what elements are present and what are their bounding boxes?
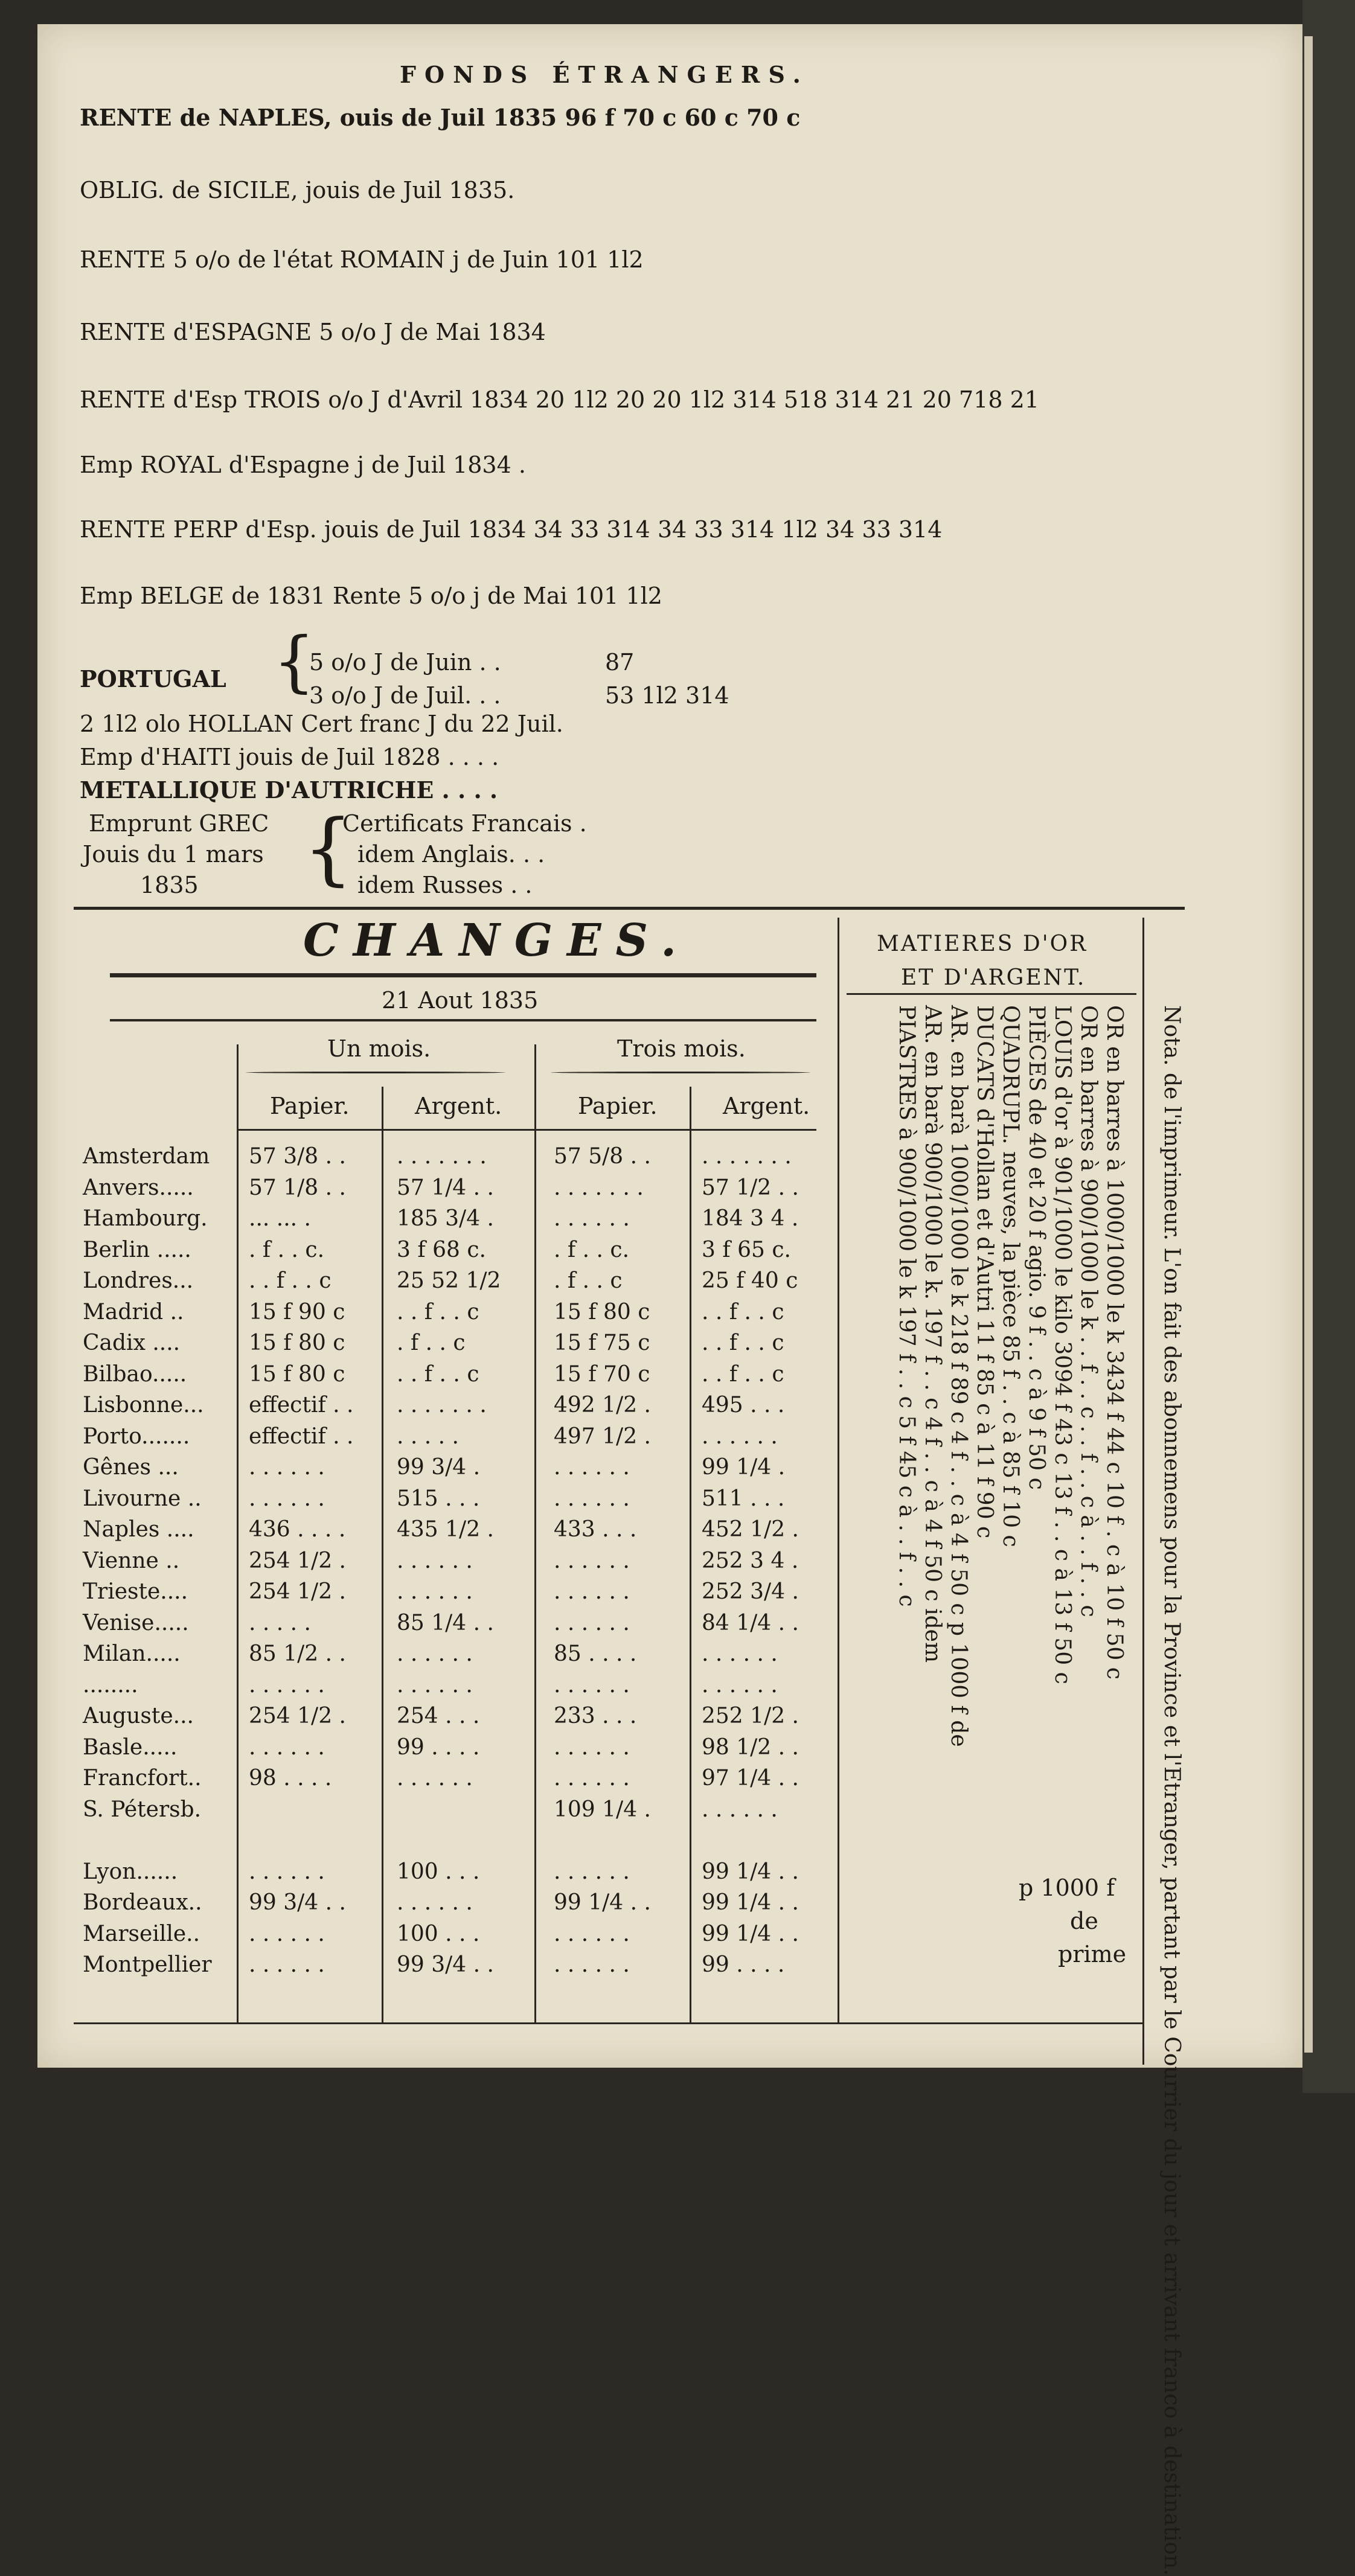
table-cell: . . . . . .: [554, 1672, 630, 1698]
table-cell: Bordeaux..: [83, 1890, 202, 1915]
table-cell: 99 1/4 . .: [702, 1921, 799, 1946]
table-cell: . . . . . .: [249, 1486, 325, 1511]
table-cell: 15 f 75 c: [554, 1331, 650, 1355]
table-cell: 15 f 70 c: [554, 1361, 650, 1387]
column-rule: [1142, 918, 1144, 2065]
table-cell: Porto.......: [83, 1424, 190, 1449]
table-cell: 492 1/2 .: [554, 1393, 651, 1417]
table-cell: . . . . .: [249, 1610, 311, 1635]
side-note: [1159, 1005, 1185, 2576]
matieres-row: OR en barres à 900/1000 le k . . f . . c . . f . . c à . . f . . c: [1076, 1005, 1101, 1617]
fonds-line: Emp ROYAL d'Espagne j de Juil 1834 .: [80, 452, 526, 478]
table-cell: 184 3 4 .: [702, 1206, 799, 1231]
table-cell: 99 . . . .: [397, 1734, 480, 1760]
table-cell: 99 1/4 . .: [554, 1890, 651, 1915]
city-column: [83, 1141, 212, 1981]
header-papier-3: Papier.: [578, 1093, 658, 1119]
table-cell: . . f . . c: [397, 1361, 479, 1387]
table-cell: . . . . . .: [554, 1610, 630, 1635]
table-cell: Madrid ..: [83, 1299, 184, 1325]
table-cell: 109 1/4 .: [554, 1797, 651, 1822]
brace-icon: {: [303, 802, 353, 894]
table-cell: Venise.....: [83, 1610, 189, 1635]
table-cell: Lyon......: [83, 1859, 178, 1884]
table-cell: . . . . . .: [554, 1734, 630, 1760]
table-cell: 98 . . . .: [249, 1766, 332, 1791]
fonds-line: Emp d'HAITI jouis de Juil 1828 . . . .: [80, 744, 499, 770]
trois-mois-argent-column: [702, 1141, 799, 1981]
table-cell: 433 . . .: [554, 1517, 637, 1542]
table-cell: . f . . c.: [554, 1237, 630, 1262]
table-cell: . . . . . .: [554, 1579, 630, 1604]
matieres-title-2: ET D'ARGENT.: [901, 965, 1086, 990]
table-cell: . . . . . .: [554, 1766, 630, 1791]
table-cell: 15 f 80 c: [554, 1299, 650, 1325]
table-cell: . . . . . .: [249, 1859, 325, 1884]
table-cell: . . f . . c: [702, 1361, 784, 1387]
table-cell: . . f . . c: [702, 1331, 784, 1355]
table-cell: Vienne ..: [83, 1548, 180, 1573]
title-rule: [110, 973, 816, 977]
table-cell: . . . . . .: [554, 1455, 630, 1480]
table-cell: Marseille..: [83, 1921, 200, 1946]
table-cell: 57 1/2 . .: [702, 1175, 799, 1200]
table-cell: 452 1/2 .: [702, 1517, 799, 1542]
table-cell: 85 1/2 . .: [249, 1641, 346, 1666]
section-title-fonds: FONDS ÉTRANGERS.: [400, 61, 809, 88]
matieres-rule: [847, 993, 1136, 995]
table-cell: . f . . c: [397, 1331, 466, 1355]
table-cell: . . f . . c: [702, 1299, 784, 1325]
table-cell: Berlin .....: [83, 1237, 191, 1262]
table-cell: Anvers.....: [83, 1175, 194, 1200]
table-cell: . . . . . .: [397, 1641, 473, 1666]
header-argent-1: Argent.: [415, 1093, 502, 1119]
prime-line2: de: [1070, 1908, 1098, 1934]
table-cell: 254 1/2 .: [249, 1548, 346, 1573]
table-cell: 99 3/4 . .: [249, 1890, 346, 1915]
table-cell: effectif . .: [249, 1393, 354, 1417]
date-rule: [110, 1019, 816, 1021]
column-rule: [382, 1087, 383, 2022]
fonds-line: OBLIG. de SICILE, jouis de Juil 1835.: [80, 177, 515, 203]
fonds-line: RENTE 5 o/o de l'état ROMAIN j de Juin 101 1l2: [80, 246, 644, 273]
table-cell: . . . . . . .: [554, 1175, 644, 1200]
table-cell: ........: [83, 1672, 138, 1698]
table-cell: [554, 1825, 651, 1856]
table-cell: 511 . . .: [702, 1486, 785, 1511]
table-cell: Amsterdam: [83, 1144, 210, 1169]
grec-r3: idem Russes . .: [357, 872, 533, 898]
portugal-line2: 3 o/o J de Juil. . .: [309, 682, 501, 709]
table-cell: 515 . . .: [397, 1486, 480, 1511]
table-cell: . . . . . .: [702, 1672, 778, 1698]
grec-l1: Emprunt GREC: [89, 810, 269, 837]
table-cell: 254 1/2 .: [249, 1579, 346, 1604]
table-cell: . . . . . .: [702, 1797, 778, 1822]
column-rule: [690, 1087, 691, 2022]
table-cell: 25 f 40 c: [702, 1268, 798, 1293]
header-papier-1: Papier.: [270, 1093, 350, 1119]
table-cell: . . . . . .: [397, 1548, 473, 1573]
table-cell: 99 3/4 . .: [397, 1952, 494, 1977]
fonds-line: METALLIQUE D'AUTRICHE . . . .: [80, 776, 498, 804]
column-rule: [237, 1044, 239, 2022]
header-brace-rule: [246, 1072, 505, 1073]
table-cell: 497 1/2 .: [554, 1424, 651, 1449]
table-cell: 185 3/4 .: [397, 1206, 494, 1231]
matieres-row: DUCATS d'Hollan et d'Autri 11 f 85 c à 11 f 90 c: [972, 1005, 997, 1539]
table-cell: . . . . . .: [397, 1672, 473, 1698]
matieres-row: AR. en barà 900/1000 le k. 197 f . . c 4 f . . c à 4 f 50 c idem: [920, 1005, 945, 1663]
table-cell: Hambourg.: [83, 1206, 208, 1231]
fonds-line: 2 1l2 olo HOLLAN Cert franc J du 22 Juil.: [80, 711, 563, 737]
table-cell: 254 1/2 .: [249, 1704, 346, 1728]
table-cell: 57 3/8 . .: [249, 1144, 346, 1169]
header-brace-rule: [551, 1072, 810, 1073]
table-cell: 233 . . .: [554, 1704, 637, 1728]
table-cell: 435 1/2 .: [397, 1517, 494, 1542]
matieres-row: OR en barres à 1000/1000 le k 3434 f 44 c 10 f . c à 10 f 50 c: [1102, 1005, 1127, 1680]
prime-line3: prime: [1058, 1941, 1127, 1967]
table-cell: 99 1/4 . .: [702, 1859, 799, 1884]
table-cell: [249, 1825, 353, 1856]
matieres-row: LOUIS d'or à 901/1000 le kilo 3094 f 43 c 13 f . . c à 13 f 50 c: [1050, 1005, 1075, 1684]
table-cell: . . . . . . .: [397, 1144, 487, 1169]
table-cell: 252 1/2 .: [702, 1704, 799, 1728]
table-cell: 99 3/4 .: [397, 1455, 481, 1480]
table-cell: . . . . . . .: [702, 1144, 792, 1169]
column-rule: [838, 918, 839, 2022]
table-cell: Naples ....: [83, 1517, 194, 1542]
header-argent-3: Argent.: [723, 1093, 810, 1119]
table-cell: Livourne ..: [83, 1486, 202, 1511]
table-cell: 100 . . .: [397, 1921, 480, 1946]
table-cell: [702, 1825, 799, 1856]
table-cell: [397, 1794, 501, 1826]
fonds-line: RENTE de NAPLES, ouis de Juil 1835 96 f 70 c 60 c 70 c: [80, 104, 801, 131]
table-cell: 100 . . .: [397, 1859, 480, 1884]
prime-line1: p 1000 f: [1019, 1874, 1115, 1901]
matieres-row: PIASTRES à 900/1000 le k 197 f . . c 5 f 45 c à . . f . . c: [894, 1005, 919, 1607]
table-cell: . . . . . .: [249, 1455, 325, 1480]
table-cell: 252 3/4 .: [702, 1579, 799, 1604]
table-cell: [397, 1825, 501, 1856]
newspaper-page: [37, 24, 1302, 2576]
fonds-line: RENTE PERP d'Esp. jouis de Juil 1834 34 33 314 34 33 314 1l2 34 33 314: [80, 516, 943, 543]
table-cell: . . . . . .: [554, 1952, 630, 1977]
bottom-rule: [74, 2022, 1142, 2024]
brace-icon: {: [273, 622, 315, 700]
table-cell: . . . . . .: [554, 1921, 630, 1946]
page-edge: [1304, 36, 1313, 2053]
table-cell: 57 5/8 . .: [554, 1144, 651, 1169]
table-cell: [249, 1794, 353, 1826]
table-cell: . . . . . .: [554, 1548, 630, 1573]
table-cell: 3 f 68 c.: [397, 1237, 486, 1262]
table-cell: 97 1/4 . .: [702, 1766, 799, 1791]
table-cell: S. Pétersb.: [83, 1797, 202, 1822]
table-cell: 57 1/4 . .: [397, 1175, 494, 1200]
table-cell: 15 f 80 c: [249, 1331, 345, 1355]
table-cell: Montpellier: [83, 1952, 212, 1977]
un-mois-papier-column: [249, 1141, 353, 1981]
column-rule: [534, 1044, 536, 2022]
portugal-line1: 5 o/o J de Juin . .: [309, 649, 501, 676]
header-trois-mois: Trois mois.: [617, 1035, 746, 1062]
table-cell: . . . . . .: [249, 1672, 325, 1698]
section-divider: [74, 907, 1185, 910]
section-title-changes: CHANGES.: [303, 915, 691, 967]
fonds-line: RENTE d'Esp TROIS o/o J d'Avril 1834 20 1l2 20 20 1l2 314 518 314 21 20 718 21: [80, 386, 1039, 413]
header-rule: [237, 1129, 816, 1131]
table-cell: . . . . . .: [249, 1921, 325, 1946]
fonds-line: RENTE d'ESPAGNE 5 o/o J de Mai 1834: [80, 319, 546, 345]
table-cell: 15 f 90 c: [249, 1299, 345, 1325]
table-cell: 98 1/2 . .: [702, 1734, 799, 1760]
table-cell: . . . . . .: [554, 1486, 630, 1511]
table-cell: 84 1/4 . .: [702, 1610, 799, 1635]
table-cell: . . . . . .: [397, 1579, 473, 1604]
table-cell: . . . . . .: [702, 1641, 778, 1666]
table-cell: 99 1/4 .: [702, 1455, 786, 1480]
table-cell: 99 . . . .: [702, 1952, 785, 1977]
table-cell: . . f . . c: [249, 1268, 332, 1293]
table-cell: Auguste...: [83, 1704, 194, 1728]
table-cell: Basle.....: [83, 1734, 178, 1760]
table-cell: . . f . . c: [397, 1299, 479, 1325]
trois-mois-papier-column: [554, 1141, 651, 1981]
portugal-label: PORTUGAL: [80, 665, 226, 692]
grec-r1: Certificats Francais .: [342, 810, 587, 837]
matieres-row: QUADRUPL. neuves, la pièce 85 f . . c à 85 f 10 c: [998, 1005, 1023, 1547]
un-mois-argent-column: [397, 1141, 501, 1981]
table-cell: Bilbao.....: [83, 1361, 187, 1387]
table-cell: . . . . .: [397, 1424, 459, 1449]
grec-l2: Jouis du 1 mars: [83, 841, 264, 868]
matieres-title-1: MATIERES D'OR: [877, 932, 1088, 956]
table-cell: . f . . c.: [249, 1237, 325, 1262]
fonds-line: Emp BELGE de 1831 Rente 5 o/o j de Mai 101 1l2: [80, 583, 662, 609]
table-cell: . . . . . .: [554, 1859, 630, 1884]
table-cell: 254 . . .: [397, 1704, 480, 1728]
changes-date: 21 Aout 1835: [382, 987, 539, 1014]
table-cell: Gênes ...: [83, 1455, 179, 1480]
matieres-rows: [894, 1005, 1127, 1747]
table-cell: 252 3 4 .: [702, 1548, 799, 1573]
table-cell: . . . . . .: [397, 1766, 473, 1791]
table-cell: 57 1/8 . .: [249, 1175, 346, 1200]
table-cell: . . . . . .: [397, 1890, 473, 1915]
grec-r2: idem Anglais. . .: [357, 841, 545, 868]
table-cell: . . . . . .: [554, 1206, 630, 1231]
portugal-line1-value: 87: [605, 649, 635, 676]
table-cell: . f . . c: [554, 1268, 623, 1293]
side-note-text: Nota. de l'imprimeur. L'on fait des abonnemens pour la Province et l'Etranger, partant par le Courrier du jour et arrivant franco à destination.: [1159, 1005, 1184, 2576]
table-cell: ... ... .: [249, 1206, 311, 1231]
table-cell: 436 . . . .: [249, 1517, 346, 1542]
grec-l3: 1835: [140, 872, 199, 898]
table-cell: . . . . . .: [702, 1424, 778, 1449]
matieres-row: AR. en barà 1000/1000 le k 218 f 89 c 4 f . . c à 4 f 50 c p 1000 f de: [946, 1005, 971, 1747]
table-cell: [83, 1825, 212, 1856]
table-cell: effectif . .: [249, 1424, 354, 1449]
table-cell: Londres...: [83, 1268, 194, 1293]
table-cell: Milan.....: [83, 1641, 181, 1666]
table-cell: Lisbonne...: [83, 1393, 204, 1417]
table-cell: 3 f 65 c.: [702, 1237, 791, 1262]
table-cell: . . . . . .: [249, 1734, 325, 1760]
table-cell: . . . . . . .: [397, 1393, 487, 1417]
table-cell: 99 1/4 . .: [702, 1890, 799, 1915]
table-cell: Francfort..: [83, 1766, 202, 1791]
table-cell: 495 . . .: [702, 1393, 785, 1417]
table-cell: 15 f 80 c: [249, 1361, 345, 1387]
portugal-line2-value: 53 1l2 314: [605, 682, 729, 709]
table-cell: Trieste....: [83, 1579, 188, 1604]
table-cell: . . . . . .: [249, 1952, 325, 1977]
table-cell: 25 52 1/2: [397, 1268, 501, 1293]
header-un-mois: Un mois.: [327, 1035, 431, 1062]
matieres-row: PIÈCES de 40 et 20 f agio. 9 f . . c à 9 f 50 c: [1024, 1005, 1049, 1490]
table-cell: Cadix ....: [83, 1331, 181, 1355]
table-cell: 85 1/4 . .: [397, 1610, 494, 1635]
table-cell: 85 . . . .: [554, 1641, 637, 1666]
